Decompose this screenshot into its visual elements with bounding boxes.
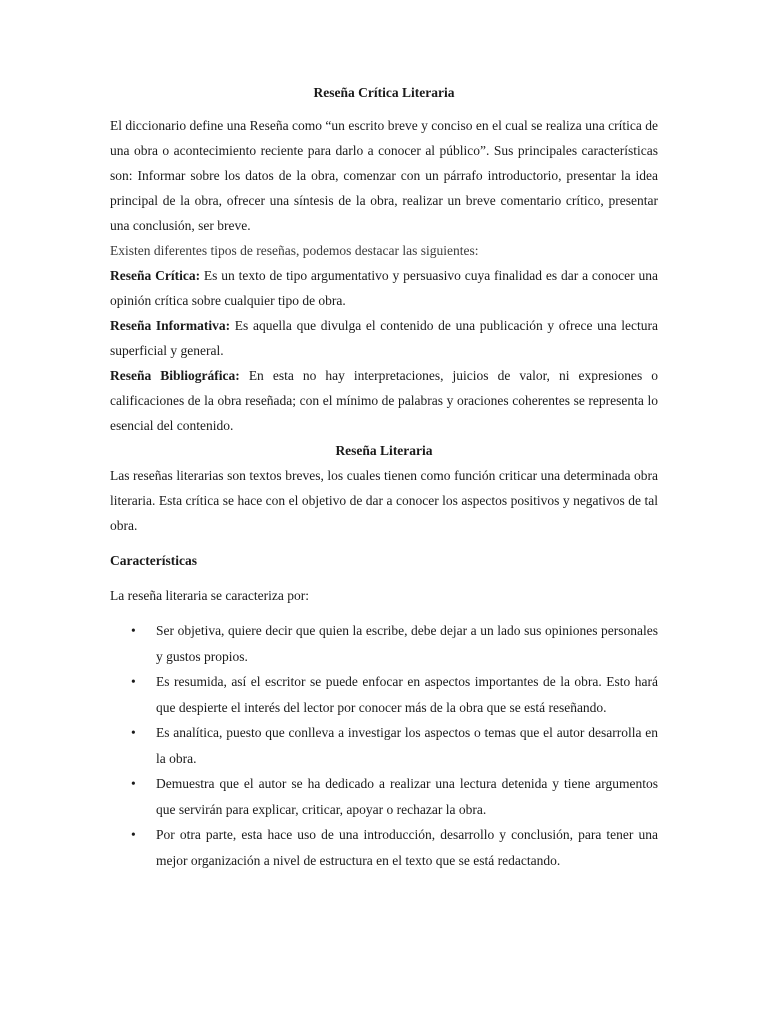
document-title: Reseña Crítica Literaria — [313, 85, 455, 100]
list-item-text: Por otra parte, esta hace uso de una introducción, desarrollo y conclusión, para tener una mejor organización a nivel de estructura en el texto que se está redactando. — [156, 827, 658, 868]
bullet-icon: • — [131, 623, 136, 638]
intro-paragraph: El diccionario define una Reseña como “un escrito breve y conciso en el cual se realiza una crítica de una obra o acontecimiento reciente para darlo a conocer al público”. Sus principales características son: Informar sobre los datos de la obra, comenzar con un párrafo introductorio, presentar la idea principal de la obra, ofrecer una síntesis de la obra, realizar un breve comentario crítico, presentar una conclusión, ser breve. — [110, 118, 658, 233]
type-term: Reseña Crítica: — [110, 268, 201, 283]
list-item — [110, 771, 658, 822]
bullet-icon: • — [131, 827, 136, 842]
list-item — [110, 669, 658, 720]
type-term: Reseña Informativa: — [110, 318, 231, 333]
list-item — [110, 618, 658, 669]
type-text: Es un texto de tipo argumentativo y persuasivo cuya finalidad es dar a conocer una opinión crítica sobre cualquier tipo de obra. — [110, 268, 658, 308]
list-item-text: Ser objetiva, quiere decir que quien la escribe, debe dejar a un lado sus opiniones personales y gustos propios. — [156, 623, 658, 664]
type-informativa — [110, 313, 658, 363]
list-item — [110, 822, 658, 873]
characteristics-list — [110, 618, 658, 873]
characteristics-intro: La reseña literaria se caracteriza por: — [110, 588, 309, 603]
section-subtitle: Reseña Literaria — [335, 443, 433, 458]
type-text: Es aquella que divulga el contenido de una publicación y ofrece una lectura superficial y general. — [110, 318, 658, 358]
list-item-text: Es analítica, puesto que conlleva a investigar los aspectos o temas que el autor desarrolla en la obra. — [156, 725, 658, 766]
types-intro: Existen diferentes tipos de reseñas, podemos destacar las siguientes: — [110, 243, 479, 258]
bullet-icon: • — [131, 776, 136, 791]
list-item-text: Es resumida, así el escritor se puede enfocar en aspectos importantes de la obra. Esto hará que despierte el interés del lector por conocer más de la obra que se está reseñando. — [156, 674, 658, 715]
bullet-icon: • — [131, 725, 136, 740]
type-text: En esta no hay interpretaciones, juicios de valor, ni expresiones o calificaciones de la obra reseñada; con el mínimo de palabras y oraciones coherentes se representa lo esencial del contenido. — [110, 368, 658, 433]
literary-paragraph: Las reseñas literarias son textos breves, los cuales tienen como función criticar una determinada obra literaria. Esta crítica se hace con el objetivo de dar a conocer los aspectos positivos y negativos de tal obra. — [110, 468, 658, 533]
type-bibliografica — [110, 363, 658, 438]
type-critica — [110, 263, 658, 313]
document-page — [110, 80, 658, 873]
characteristics-heading: Características — [110, 553, 197, 568]
list-item-text: Demuestra que el autor se ha dedicado a realizar una lectura detenida y tiene argumentos que servirán para explicar, criticar, apoyar o rechazar la obra. — [156, 776, 658, 817]
bullet-icon: • — [131, 674, 136, 689]
list-item — [110, 720, 658, 771]
type-term: Reseña Bibliográfica: — [110, 368, 240, 383]
